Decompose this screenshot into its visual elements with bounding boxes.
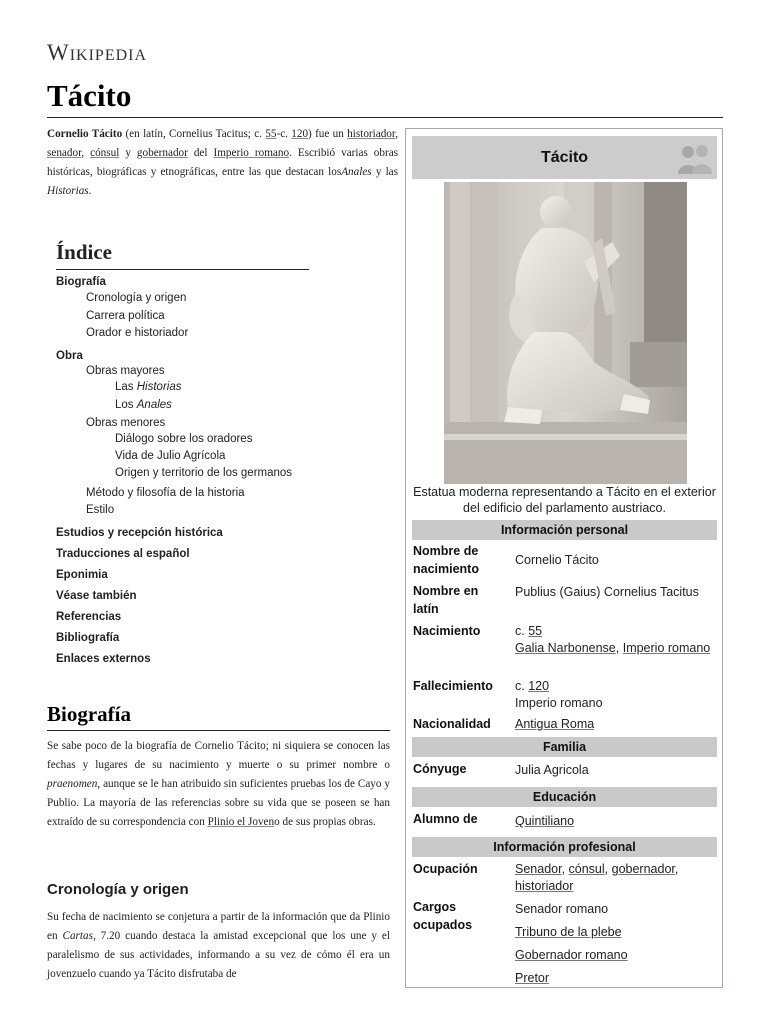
value-nacionalidad — [515, 716, 715, 733]
toc-item[interactable]: Traducciones al español — [56, 548, 190, 560]
lead-text: -c. — [276, 128, 292, 140]
link-consul[interactable]: cónsul — [568, 862, 605, 876]
value-cargo-2 — [515, 924, 715, 941]
toc-item[interactable]: Los Anales — [115, 399, 172, 411]
lead-text: . — [88, 185, 92, 197]
lead-italic-historias: Historias — [47, 185, 89, 197]
section-header-familia: Familia — [412, 737, 717, 757]
link-gobernador[interactable]: gobernador — [611, 862, 675, 876]
toc-item[interactable]: Estudios y recepción histórica — [56, 527, 223, 539]
toc-item[interactable]: Véase también — [56, 590, 137, 602]
link-consul[interactable]: cónsul — [90, 147, 120, 159]
lead-text: y — [119, 147, 137, 159]
value-alumno-de — [515, 813, 715, 830]
link-senador[interactable]: senador — [47, 147, 82, 159]
value-cargo-1: Senador romano — [515, 902, 609, 916]
statue-image[interactable] — [444, 182, 687, 484]
toc-item[interactable]: Bibliografía — [56, 632, 120, 644]
link-historiador[interactable]: historiador — [347, 128, 396, 140]
link-plinio-el-joven[interactable]: Plinio el Joven — [207, 816, 275, 828]
link-antigua-roma[interactable]: Antigua Roma — [515, 717, 595, 731]
subsection-heading-cronologia: Cronología y origen — [47, 881, 189, 898]
label-nacimiento: Nacimiento — [413, 624, 481, 638]
link-historiador[interactable]: historiador — [515, 879, 574, 893]
title-divider — [47, 117, 723, 118]
toc-item[interactable]: Las Historias — [115, 381, 182, 393]
page-title: Tácito — [47, 78, 132, 113]
lead-text: , — [395, 128, 398, 140]
value-cargo-3 — [515, 947, 715, 964]
infobox-title-bar — [412, 136, 717, 179]
link-nacimiento-year[interactable]: 55 — [528, 624, 543, 638]
para-text: o de sus propias obras. — [274, 816, 376, 828]
toc-item[interactable]: Obras menores — [86, 417, 166, 429]
link-pretor[interactable]: Pretor — [515, 971, 550, 985]
fallecimiento-circa: c. — [515, 679, 529, 693]
toc-item[interactable]: Estilo — [86, 504, 115, 516]
section-divider — [47, 730, 390, 731]
value-nombre-nacimiento: Cornelio Tácito — [515, 553, 599, 567]
lead-text: ) fue un — [308, 128, 348, 140]
link-gobernador[interactable]: gobernador — [136, 147, 188, 159]
value-ocupacion — [515, 861, 715, 895]
toc-item[interactable]: Biografía — [56, 276, 106, 288]
infobox-caption: Estatua moderna representando a Tácito en el exterior del edificio del parlamento austriaco. — [413, 485, 716, 515]
lead-italic-anales: Anales — [341, 166, 372, 178]
toc-heading: Índice — [56, 240, 113, 264]
label-nombre-nacimiento: Nombre de nacimiento — [413, 544, 479, 576]
separator: , — [561, 862, 569, 876]
section-header-personal: Información personal — [412, 520, 717, 540]
toc-item[interactable]: Origen y territorio de los germanos — [115, 467, 293, 479]
people-icon — [677, 142, 713, 174]
infobox-title: Tácito — [540, 148, 589, 166]
value-nacimiento — [515, 623, 715, 657]
label-ocupacion: Ocupación — [413, 862, 478, 876]
lead-bold-name: Cornelio Tácito — [47, 128, 123, 140]
toc-divider — [56, 269, 309, 270]
lead-text: (en latín, Cornelius Tacitus; c. — [122, 128, 266, 140]
link-galia-narbonense[interactable]: Galia Narbonense — [515, 641, 616, 655]
lead-text: . Escribió varias obras históricas, biográficas y etnográficas, entre las que destacan los — [47, 147, 399, 178]
value-cargo-4 — [515, 970, 715, 987]
label-nacionalidad: Nacionalidad — [413, 717, 491, 731]
cronologia-paragraph — [47, 908, 390, 984]
section-header-profesional: Información profesional — [412, 837, 717, 857]
lead-text: , — [81, 147, 91, 159]
link-fallecimiento-year[interactable]: 120 — [528, 679, 550, 693]
toc-item[interactable]: Obra — [56, 350, 83, 362]
label-nombre-latin: Nombre en latín — [413, 584, 479, 616]
section-header-educacion: Educación — [412, 787, 717, 807]
toc-item[interactable]: Vida de Julio Agrícola — [115, 450, 226, 462]
toc-item[interactable]: Método y filosofía de la historia — [86, 487, 245, 499]
value-conyuge: Julia Agricola — [515, 763, 589, 777]
link-imperio-romano[interactable]: Imperio romano — [622, 641, 711, 655]
biografia-paragraph — [47, 737, 390, 832]
toc-item[interactable]: Orador e historiador — [86, 327, 189, 339]
toc-item[interactable]: Referencias — [56, 611, 122, 623]
toc-item[interactable]: Enlaces externos — [56, 653, 151, 665]
label-alumno-de: Alumno de — [413, 812, 478, 826]
link-120[interactable]: 120 — [291, 128, 309, 140]
fallecimiento-place: Imperio romano — [515, 696, 603, 710]
toc-item[interactable]: Diálogo sobre los oradores — [115, 433, 253, 445]
link-quintiliano[interactable]: Quintiliano — [515, 814, 575, 828]
para-text: 7.20 cuando destaca la amistad excepcional que los une y el paralelismo de sus actividades, informando a su vez de cómo él era un jovenzuelo cuando ya Tácito disfrutaba de — [47, 930, 390, 980]
link-gobernador-romano[interactable]: Gobernador romano — [515, 948, 628, 962]
lead-text: y las — [371, 166, 398, 178]
toc-item[interactable]: Eponimia — [56, 569, 108, 581]
value-nombre-latin: Publius (Gaius) Cornelius Tacitus — [515, 585, 699, 599]
italic-praenomen: praenomen — [47, 778, 98, 790]
para-text: , aunque se le han atribuido sin suficientes pruebas los de Cayo y Publio. La mayoría de las referencias sobre su vida que se poseen se han extraído de su correspondencia con — [47, 778, 390, 828]
para-text: Se sabe poco de la biografía de Cornelio Tácito; ni siquiera se conocen las fechas y lugares de su nacimiento y muerte o su primer nombre o — [47, 740, 390, 771]
link-55[interactable]: 55 — [265, 128, 277, 140]
separator: , — [674, 862, 679, 876]
infobox — [405, 128, 723, 988]
separator: , — [604, 862, 612, 876]
link-tribuno-plebe[interactable]: Tribuno de la plebe — [515, 925, 622, 939]
label-fallecimiento: Fallecimiento — [413, 679, 493, 693]
lead-paragraph — [47, 125, 398, 201]
toc-item[interactable]: Obras mayores — [86, 365, 165, 377]
toc-item[interactable]: Cronología y origen — [86, 292, 187, 304]
label-cargos-ocupados: Cargos ocupados — [413, 900, 473, 932]
italic-cartas: Cartas, — [62, 930, 96, 942]
section-heading-biografia: Biografía — [47, 702, 131, 726]
value-fallecimiento — [515, 678, 715, 712]
nacimiento-circa: c. — [515, 624, 529, 638]
wikipedia-logo[interactable]: Wikipedia — [47, 40, 148, 65]
link-imperio-romano[interactable]: Imperio romano — [213, 147, 290, 159]
separator: , — [615, 641, 623, 655]
toc-item[interactable]: Carrera política — [86, 310, 165, 322]
label-conyuge: Cónyuge — [413, 762, 467, 776]
lead-text: del — [187, 147, 214, 159]
link-senador[interactable]: Senador — [515, 862, 562, 876]
para-text: Su fecha de nacimiento se conjetura a partir de la información que da Plinio en — [47, 911, 390, 942]
